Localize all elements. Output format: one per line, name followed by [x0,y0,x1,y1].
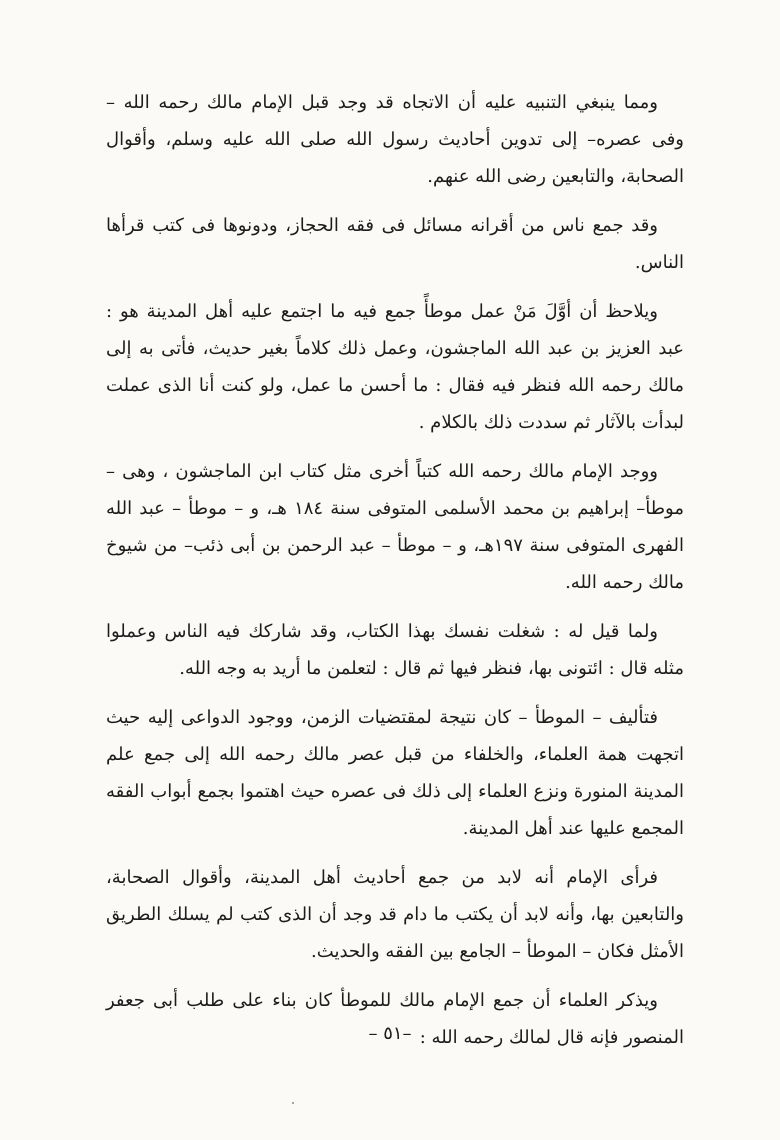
paragraph-2: وقد جمع ناس من أقرانه مسائل فى فقه الحجاز، ودونوها فى كتب قرأها الناس. [106,215,684,273]
paragraph-6: فتأليف – الموطأ – كان نتيجة لمقتضيات الزمن، ووجود الدواعى إليه حيث اتجهت همة العلماء، والخلفاء من قبل عصر مالك رحمه الله إلى جمع علم المدينة المنورة ونزع العلماء إلى ذلك فى عصره حيث اهتموا بجمع أبواب الفقه المجمع عليها عند أهل المدينة. [106,707,684,839]
paragraph-1: ومما ينبغي التنبيه عليه أن الاتجاه قد وجد قبل الإمام مالك رحمه الله – وفى عصره– إلى تدوين أحاديث رسول الله صلى الله عليه وسلم، وأقوال الصحابة، والتابعين رضى الله عنهم. [106,92,684,187]
paragraph-8: ويذكر العلماء أن جمع الإمام مالك للموطأ كان بناء على طلب أبى جعفر المنصور فإنه قال لمالك رحمه الله : [106,990,684,1048]
paragraph-3: ويلاحظ أن أوَّلَ مَنْ عمل موطأً جمع فيه ما اجتمع عليه أهل المدينة هو : عبد العزيز بن عبد الله الماجشون، وعمل ذلك كلاماً بغير حديث، فأتى به إلى مالك رحمه الله فنظر فيه فقال : ما أحسن ما عمل، ولو كنت أنا الذى عملت لبدأت بالآثار ثم سددت ذلك بالكلام . [106,301,684,433]
page-body [106,84,684,1056]
paragraph-7: فرأى الإمام أنه لابد من جمع أحاديث أهل المدينة، وأقوال الصحابة، والتابعين بها، وأنه لابد أن يكتب ما دام قد وجد أن الذى كتب لم يسلك الطريق الأمثل فكان – الموطأ – الجامع بين الفقه والحديث. [106,867,684,962]
page-number: –٥١ – [368,1023,412,1044]
scan-speck [292,1102,294,1104]
paragraph-5: ولما قيل له : شغلت نفسك بهذا الكتاب، وقد شاركك فيه الناس وعملوا مثله قال : ائتونى بها، فنظر فيها ثم قال : لتعلمن ما أريد به وجه الله. [106,621,684,679]
paragraph-4: ووجد الإمام مالك رحمه الله كتباً أخرى مثل كتاب ابن الماجشون ، وهى – موطأ– إبراهيم بن محمد الأسلمى المتوفى سنة ١٨٤ هـ، و – موطأ – عبد الله الفهرى المتوفى سنة ١٩٧هـ، و – موطأ – عبد الرحمن بن أبى ذئب– من شيوخ مالك رحمه الله. [106,461,684,593]
